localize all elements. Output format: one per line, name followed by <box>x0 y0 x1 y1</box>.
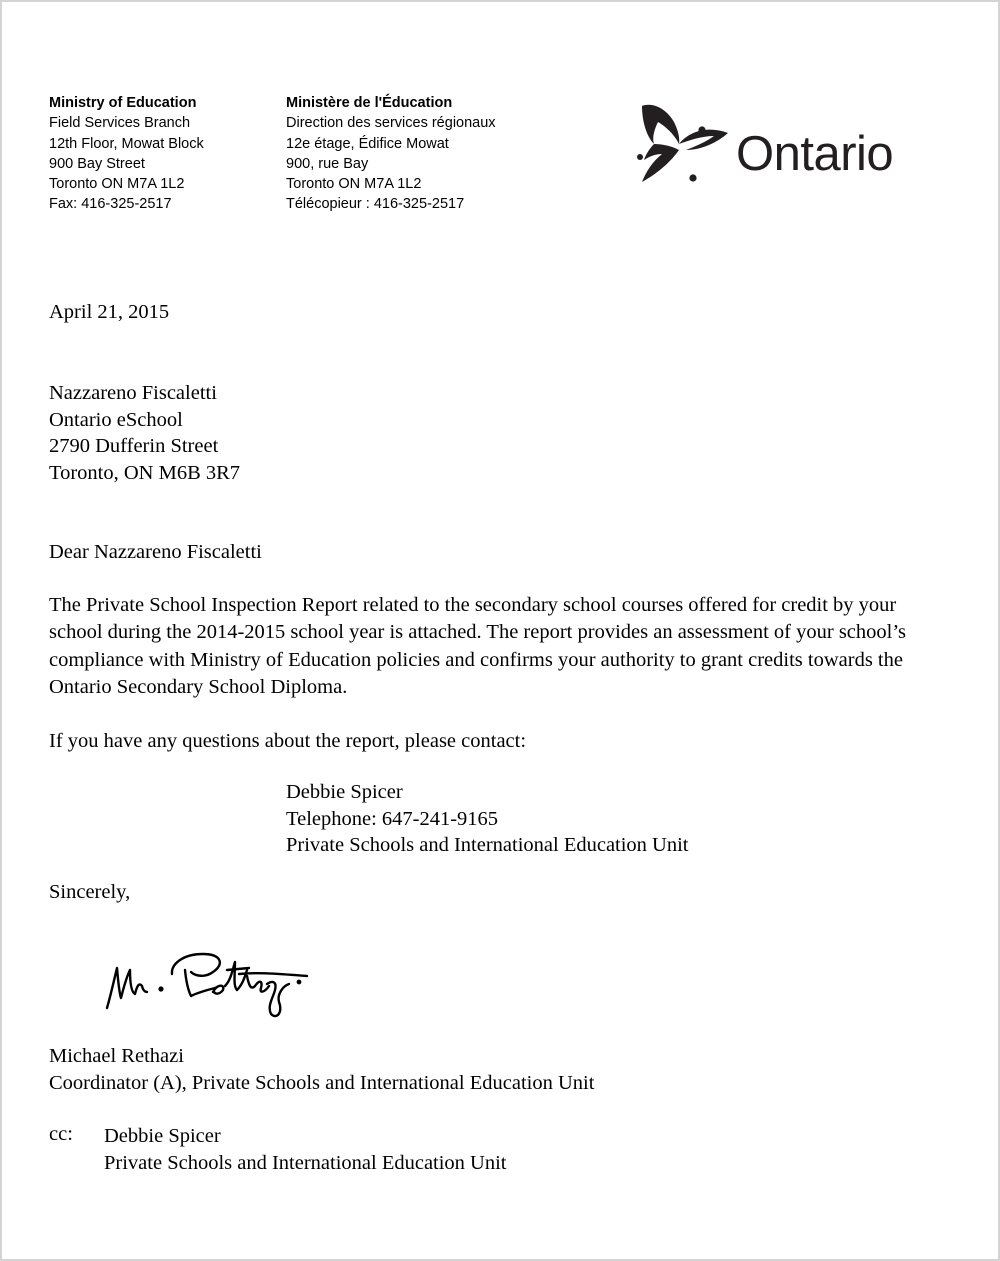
ministry-name-en: Ministry of Education <box>49 95 197 111</box>
letterhead-fax: Fax: 416-325-2517 <box>49 196 172 213</box>
letterhead-line: 900 Bay Street <box>49 155 145 172</box>
closing: Sincerely, <box>49 881 131 903</box>
salutation: Dear Nazzareno Fiscaletti <box>49 541 262 563</box>
cc-label: cc: <box>49 1123 73 1145</box>
cc-unit: Private Schools and International Education Unit <box>104 1151 507 1174</box>
signatory-name: Michael Rethazi <box>49 1045 184 1067</box>
recipient-street: 2790 Dufferin Street <box>49 435 219 458</box>
body-paragraph-1: The Private School Inspection Report related to the secondary school courses offered for credit by your school during the 2014-2015 school year is attached. The report provides an assessment of your school’s compliance with Ministry of Education policies and confirms your authority to grant credits towards the Ontario Secondary School Diploma. <box>49 594 907 698</box>
letterhead-french <box>286 93 496 215</box>
recipient-address <box>49 380 240 487</box>
letterhead-line: Toronto ON M7A 1L2 <box>286 176 422 193</box>
recipient-name: Nazzareno Fiscaletti <box>49 382 217 404</box>
handwritten-signature-icon <box>99 946 329 1031</box>
trillium-icon <box>632 100 742 192</box>
letterhead-line: Toronto ON M7A 1L2 <box>49 176 185 193</box>
contact-unit: Private Schools and International Education Unit <box>286 834 689 857</box>
recipient-city: Toronto, ON M6B 3R7 <box>49 462 241 485</box>
letterhead-english <box>49 93 204 215</box>
body-paragraph-2: If you have any questions about the report, please contact: <box>49 730 527 752</box>
contact-telephone: Telephone: 647-241-9165 <box>286 807 499 830</box>
letterhead-line: 12th Floor, Mowat Block <box>49 135 204 152</box>
letterhead-line: 900, rue Bay <box>286 155 369 172</box>
letter-date: April 21, 2015 <box>49 301 170 323</box>
letterhead-line: Field Services Branch <box>49 115 191 132</box>
contact-name: Debbie Spicer <box>286 781 403 803</box>
contact-block <box>286 779 689 859</box>
ministry-name-fr: Ministère de l'Éducation <box>286 95 453 111</box>
letterhead-line: 12e étage, Édifice Mowat <box>286 135 449 152</box>
letterhead-fax: Télécopieur : 416-325-2517 <box>286 196 465 213</box>
recipient-school: Ontario eSchool <box>49 408 183 431</box>
signatory-title: Coordinator (A), Private Schools and International Education Unit <box>49 1071 595 1094</box>
cc-name: Debbie Spicer <box>104 1125 221 1147</box>
letterhead-line: Direction des services régionaux <box>286 115 496 132</box>
signatory-block <box>49 1043 594 1096</box>
cc-recipients <box>104 1123 507 1176</box>
ontario-wordmark: Ontario <box>736 127 894 181</box>
ontario-logo <box>632 100 937 192</box>
